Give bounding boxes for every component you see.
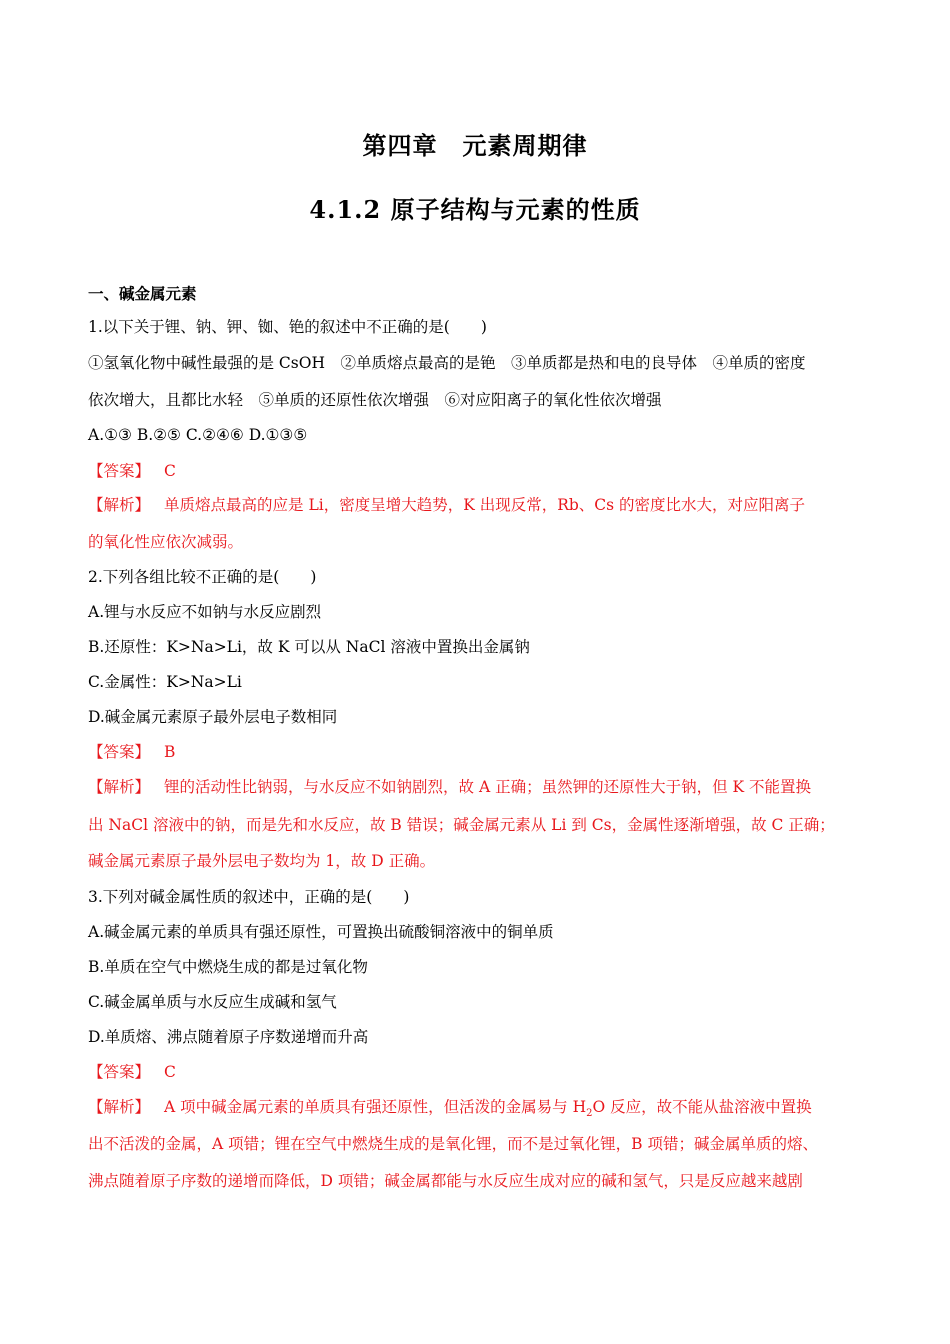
- answer-label: 【答案】: [88, 462, 151, 480]
- section-title: 4.1.2 原子结构与元素的性质: [309, 195, 641, 224]
- q3-answer-value: C: [164, 1063, 176, 1081]
- q1-options: A.①③ B.②⑤ C.②④⑥ D.①③⑤: [88, 426, 308, 444]
- q2-option-b: B.还原性：K>Na>Li，故 K 可以从 NaCl 溶液中置换出金属钠: [88, 638, 530, 656]
- q2-analysis-line2: 出 NaCl 溶液中的钠，而是先和水反应，故 B 错误；碱金属元素从 Li 到 Cs，金属性逐渐增强，故 C 正确；: [88, 816, 835, 834]
- answer-label: 【答案】: [88, 1063, 151, 1081]
- chapter-title: 第四章 元素周期律: [362, 131, 588, 160]
- q2-answer: [88, 741, 868, 763]
- answer-label: 【答案】: [88, 743, 151, 761]
- q3-answer: [88, 1061, 868, 1083]
- q3-option-a: A.碱金属元素的单质具有强还原性，可置换出硫酸铜溶液中的铜单质: [88, 923, 554, 941]
- analysis-label: 【解析】: [88, 496, 151, 514]
- q3-option-b: B.单质在空气中燃烧生成的都是过氧化物: [88, 958, 368, 976]
- q3-option-c: C.碱金属单质与水反应生成碱和氢气: [88, 993, 337, 1011]
- q2-option-d: D.碱金属元素原子最外层电子数相同: [88, 708, 338, 726]
- q3-analysis-line3: 沸点随着原子序数的递增而降低，D 项错；碱金属都能与水反应生成对应的碱和氢气，只是反应越来越剧: [88, 1172, 803, 1190]
- q1-answer-value: C: [164, 462, 176, 480]
- q2-option-c: C.金属性：K>Na>Li: [88, 673, 242, 691]
- q3-stem: 3.下列对碱金属性质的叙述中，正确的是( ): [88, 888, 410, 906]
- q3-analysis-line2: 出不活泼的金属，A 项错；锂在空气中燃烧生成的是氧化锂，而不是过氧化锂，B 项错；碱金属单质的熔、: [88, 1135, 818, 1153]
- q1-stem: 1.以下关于锂、钠、钾、铷、铯的叙述中不正确的是( ): [88, 318, 487, 336]
- q2-answer-value: B: [164, 743, 176, 761]
- q1-analysis-line1: 【解析】 单质熔点最高的应是 Li，密度呈增大趋势，K 出现反常，Rb、Cs 的密度比水大，对应阳离子: [88, 496, 806, 514]
- q3-option-d: D.单质熔、沸点随着原子序数递增而升高: [88, 1028, 369, 1046]
- q1-statements-line1: ①氢氧化物中碱性最强的是 CsOH ②单质熔点最高的是铯 ③单质都是热和电的良导体 ④单质的密度: [88, 354, 806, 372]
- q1-answer: [88, 460, 868, 482]
- q1-analysis-line2: 的氧化性应依次减弱。: [88, 533, 244, 551]
- analysis-label: 【解析】: [88, 1098, 151, 1116]
- q1-statements-line2: 依次增大，且都比水轻 ⑤单质的还原性依次增强 ⑥对应阳离子的氧化性依次增强: [88, 391, 662, 409]
- q2-option-a: A.锂与水反应不如钠与水反应剧烈: [88, 603, 322, 621]
- q2-analysis-line3: 碱金属元素原子最外层电子数均为 1，故 D 正确。: [88, 852, 436, 870]
- q2-stem: 2.下列各组比较不正确的是( ): [88, 568, 317, 586]
- section-heading: 一、碱金属元素: [88, 284, 197, 303]
- q3-analysis-line1: 【解析】 A 项中碱金属元素的单质具有强还原性，但活泼的金属易与 $H_2O$ 反应，故不能从盐溶液中置换: [88, 1098, 812, 1120]
- q2-analysis-line1: 【解析】 锂的活动性比钠弱，与水反应不如钠剧烈，故 A 正确；虽然钾的还原性大于钠，但 K 不能置换: [88, 778, 811, 796]
- analysis-label: 【解析】: [88, 778, 151, 796]
